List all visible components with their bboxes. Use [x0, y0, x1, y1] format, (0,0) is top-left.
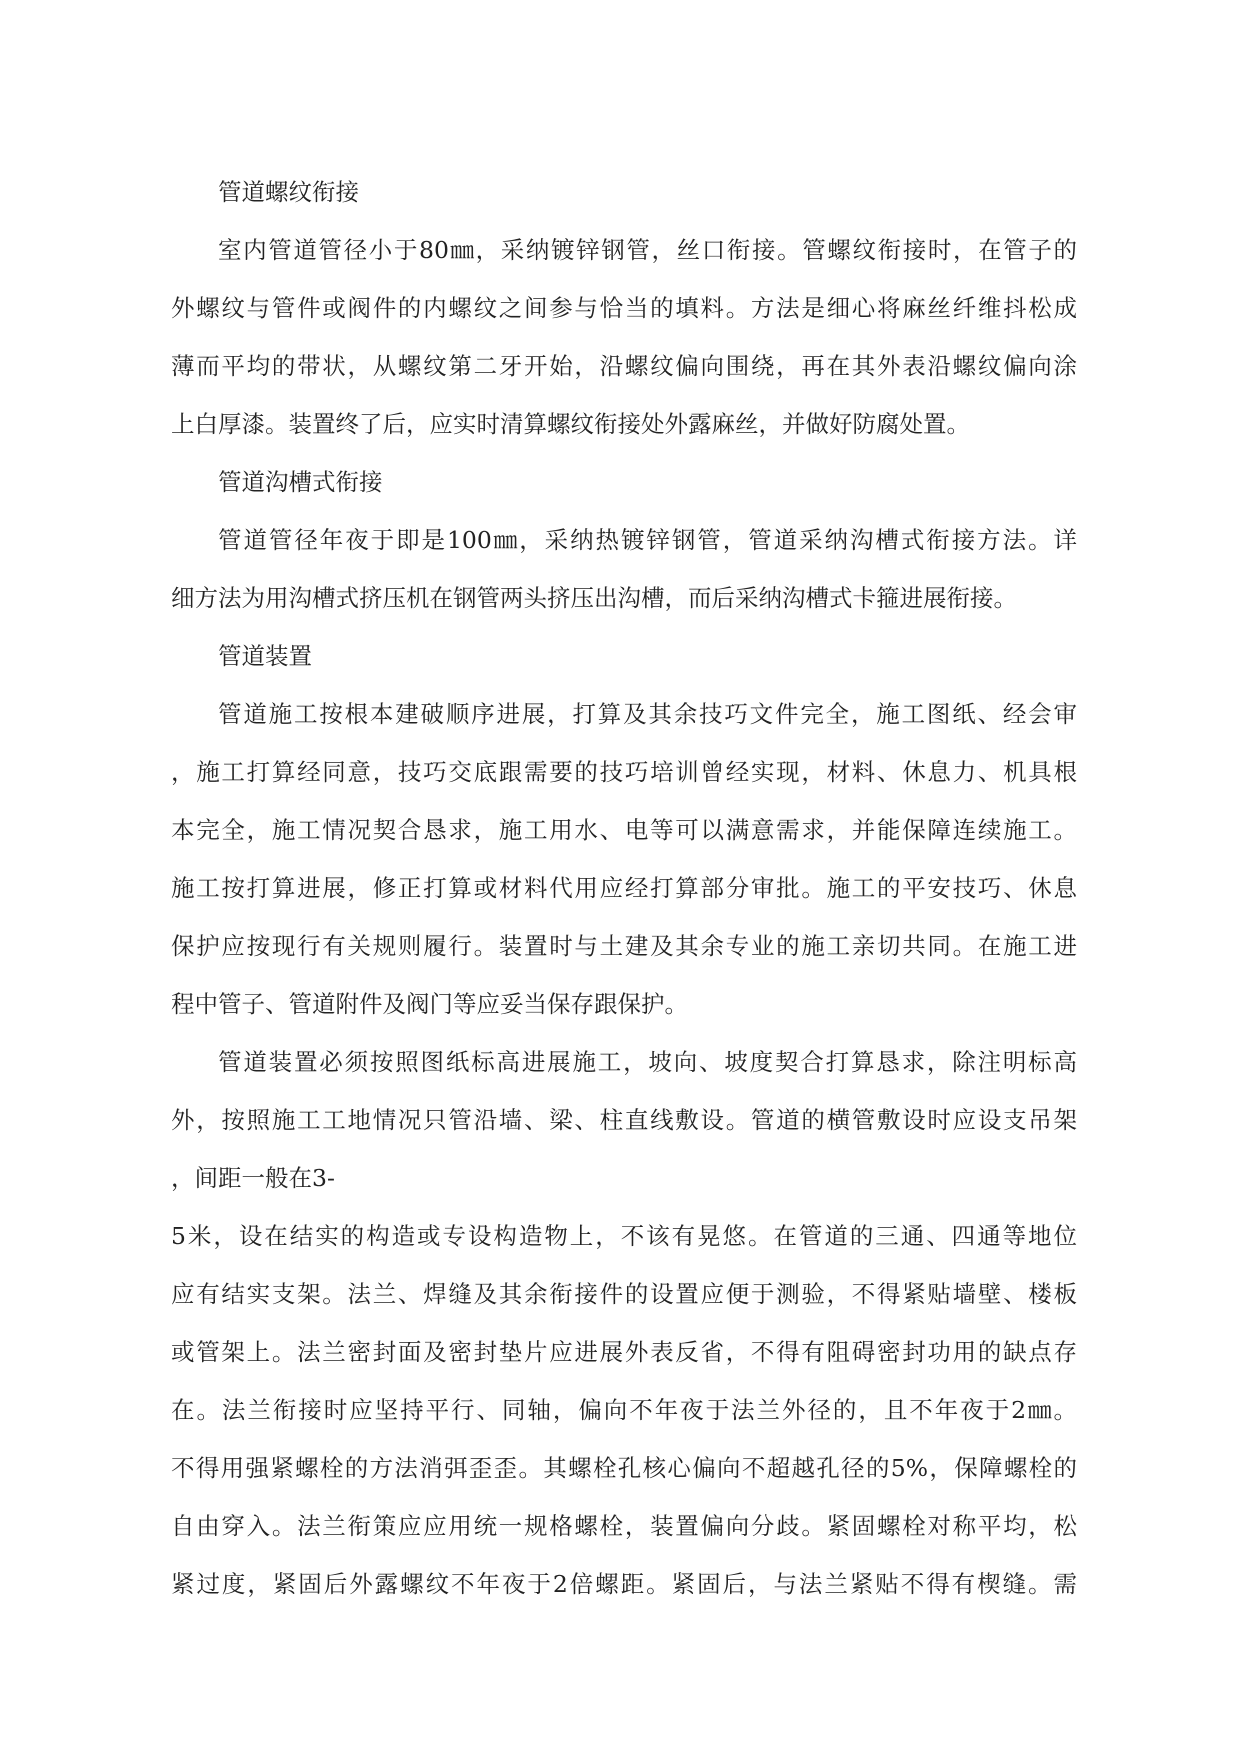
text-line: 上白厚漆。装置终了后，应实时清算螺纹衔接处外露麻丝，并做好防腐处置。 — [171, 410, 970, 438]
text-line: 室内管道管径小于80㎜，采纳镀锌钢管，丝口衔接。管螺纹衔接时，在管子的 — [218, 236, 1077, 264]
section-heading: 管道沟槽式衔接 — [218, 468, 383, 496]
text-line: ，间距一般在3- — [171, 1164, 335, 1192]
section-heading: 管道装置 — [218, 642, 312, 670]
text-line: 保护应按现行有关规则履行。装置时与土建及其余专业的施工亲切共同。在施工进 — [171, 932, 1077, 960]
text-line: 细方法为用沟槽式挤压机在钢管两头挤压出沟槽，而后采纳沟槽式卡箍进展衔接。 — [171, 584, 1017, 612]
text-line: ，施工打算经同意，技巧交底跟需要的技巧培训曾经实现，材料、休息力、机具根 — [171, 758, 1077, 786]
text-line: 管道施工按根本建破顺序进展，打算及其余技巧文件完全，施工图纸、经会审 — [218, 700, 1077, 728]
text-line: 应有结实支架。法兰、焊缝及其余衔接件的设置应便于测验，不得紧贴墙壁、楼板 — [171, 1280, 1077, 1308]
text-line: 5米，设在结实的构造或专设构造物上，不该有晃悠。在管道的三通、四通等地位 — [171, 1222, 1077, 1250]
text-line: 在。法兰衔接时应坚持平行、同轴，偏向不年夜于法兰外径的，且不年夜于2㎜。 — [171, 1396, 1077, 1424]
section-heading: 管道螺纹衔接 — [218, 178, 359, 206]
text-line: 施工按打算进展，修正打算或材料代用应经打算部分审批。施工的平安技巧、休息 — [171, 874, 1077, 902]
text-line: 自由穿入。法兰衔策应应用统一规格螺栓，装置偏向分歧。紧固螺栓对称平均，松 — [171, 1512, 1077, 1540]
text-line: 不得用强紧螺栓的方法消弭歪歪。其螺栓孔核心偏向不超越孔径的5%，保障螺栓的 — [171, 1454, 1077, 1482]
text-line: 或管架上。法兰密封面及密封垫片应进展外表反省，不得有阻碍密封功用的缺点存 — [171, 1338, 1077, 1366]
text-line: 管道管径年夜于即是100㎜，采纳热镀锌钢管，管道采纳沟槽式衔接方法。详 — [218, 526, 1077, 554]
text-line: 管道装置必须按照图纸标高进展施工，坡向、坡度契合打算恳求，除注明标高 — [218, 1048, 1077, 1076]
document-body — [171, 163, 1077, 1613]
text-line: 薄而平均的带状，从螺纹第二牙开始，沿螺纹偏向围绕，再在其外表沿螺纹偏向涂 — [171, 352, 1077, 380]
text-line: 程中管子、管道附件及阀门等应妥当保存跟保护。 — [171, 990, 688, 1018]
text-line: 外，按照施工工地情况只管沿墙、梁、柱直线敷设。管道的横管敷设时应设支吊架 — [171, 1106, 1077, 1134]
text-line: 本完全，施工情况契合恳求，施工用水、电等可以满意需求，并能保障连续施工。 — [171, 816, 1077, 844]
text-line: 紧过度，紧固后外露螺纹不年夜于2倍螺距。紧固后，与法兰紧贴不得有楔缝。需 — [171, 1570, 1077, 1598]
text-line: 外螺纹与管件或阀件的内螺纹之间参与恰当的填料。方法是细心将麻丝纤维抖松成 — [171, 294, 1077, 322]
